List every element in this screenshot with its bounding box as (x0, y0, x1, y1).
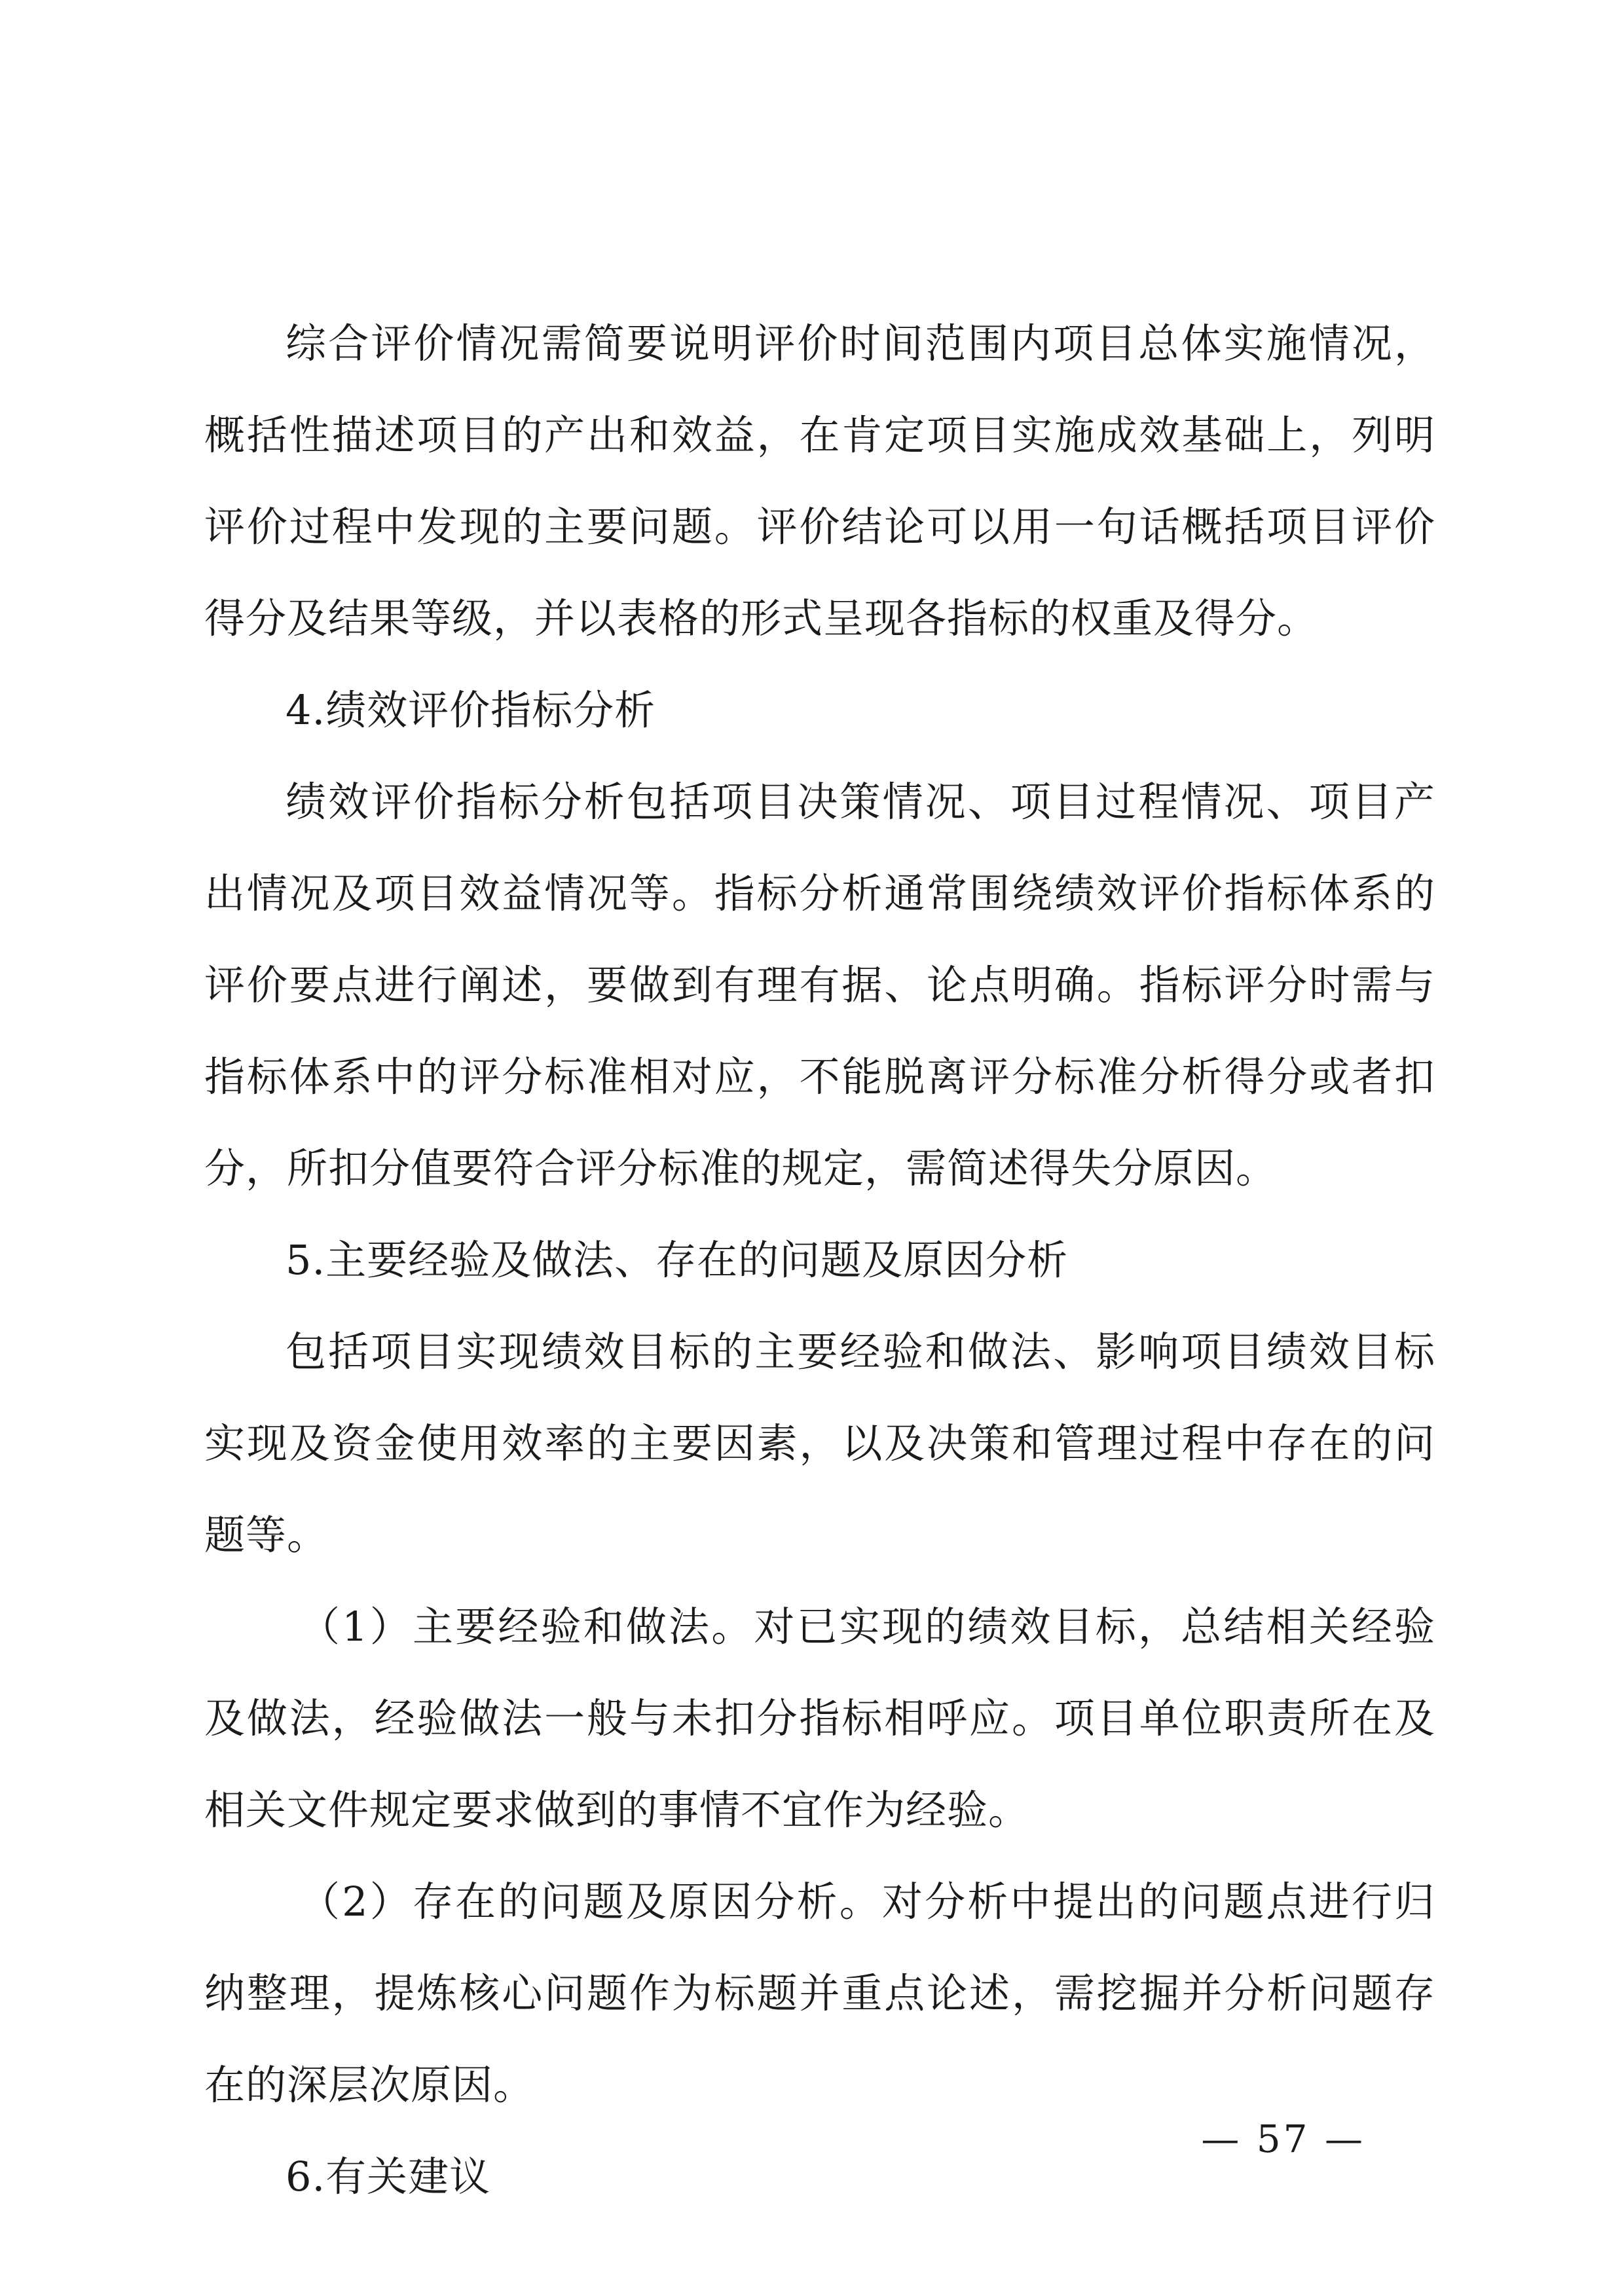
section-heading-5: 5.主要经验及做法、存在的问题及原因分析 (286, 1236, 1069, 1284)
paragraph-experience-and-problems: 包括项目实现绩效目标的主要经验和做法、影响项目绩效目标实现及资金使用效率的主要因素，以及决策和管理过程中存在的问题等。 (204, 1328, 1435, 1559)
section-heading-6: 6.有关建议 (286, 2153, 491, 2200)
paragraph-comprehensive-evaluation: 综合评价情况需简要说明评价时间范围内项目总体实施情况，概括性描述项目的产出和效益，在肯定项目实施成效基础上，列明评价过程中发现的主要问题。评价结论可以用一句话概括项目评价得分及结果等级，并以表格的形式呈现各指标的权重及得分。 (204, 319, 1435, 642)
paragraph-indicator-analysis: 绩效评价指标分析包括项目决策情况、项目过程情况、项目产出情况及项目效益情况等。指标分析通常围绕绩效评价指标体系的评价要点进行阐述，要做到有理有据、论点明确。指标评分时需与指标体系中的评分标准相对应，不能脱离评分标准分析得分或者扣分，所扣分值要符合评分标准的规定，需简述得失分原因。 (204, 778, 1435, 1192)
page-number: — 57 — (1201, 2117, 1365, 2161)
paragraph-main-experience: （1）主要经验和做法。对已实现的绩效目标，总结相关经验及做法，经验做法一般与未扣分指标相呼应。项目单位职责所在及相关文件规定要求做到的事情不宜作为经验。 (204, 1603, 1435, 1834)
document-body (204, 298, 1435, 2223)
section-heading-4: 4.绩效评价指标分析 (286, 686, 656, 734)
paragraph-problem-analysis: （2）存在的问题及原因分析。对分析中提出的问题点进行归纳整理，提炼核心问题作为标题并重点论述，需挖掘并分析问题存在的深层次原因。 (204, 1878, 1435, 2109)
